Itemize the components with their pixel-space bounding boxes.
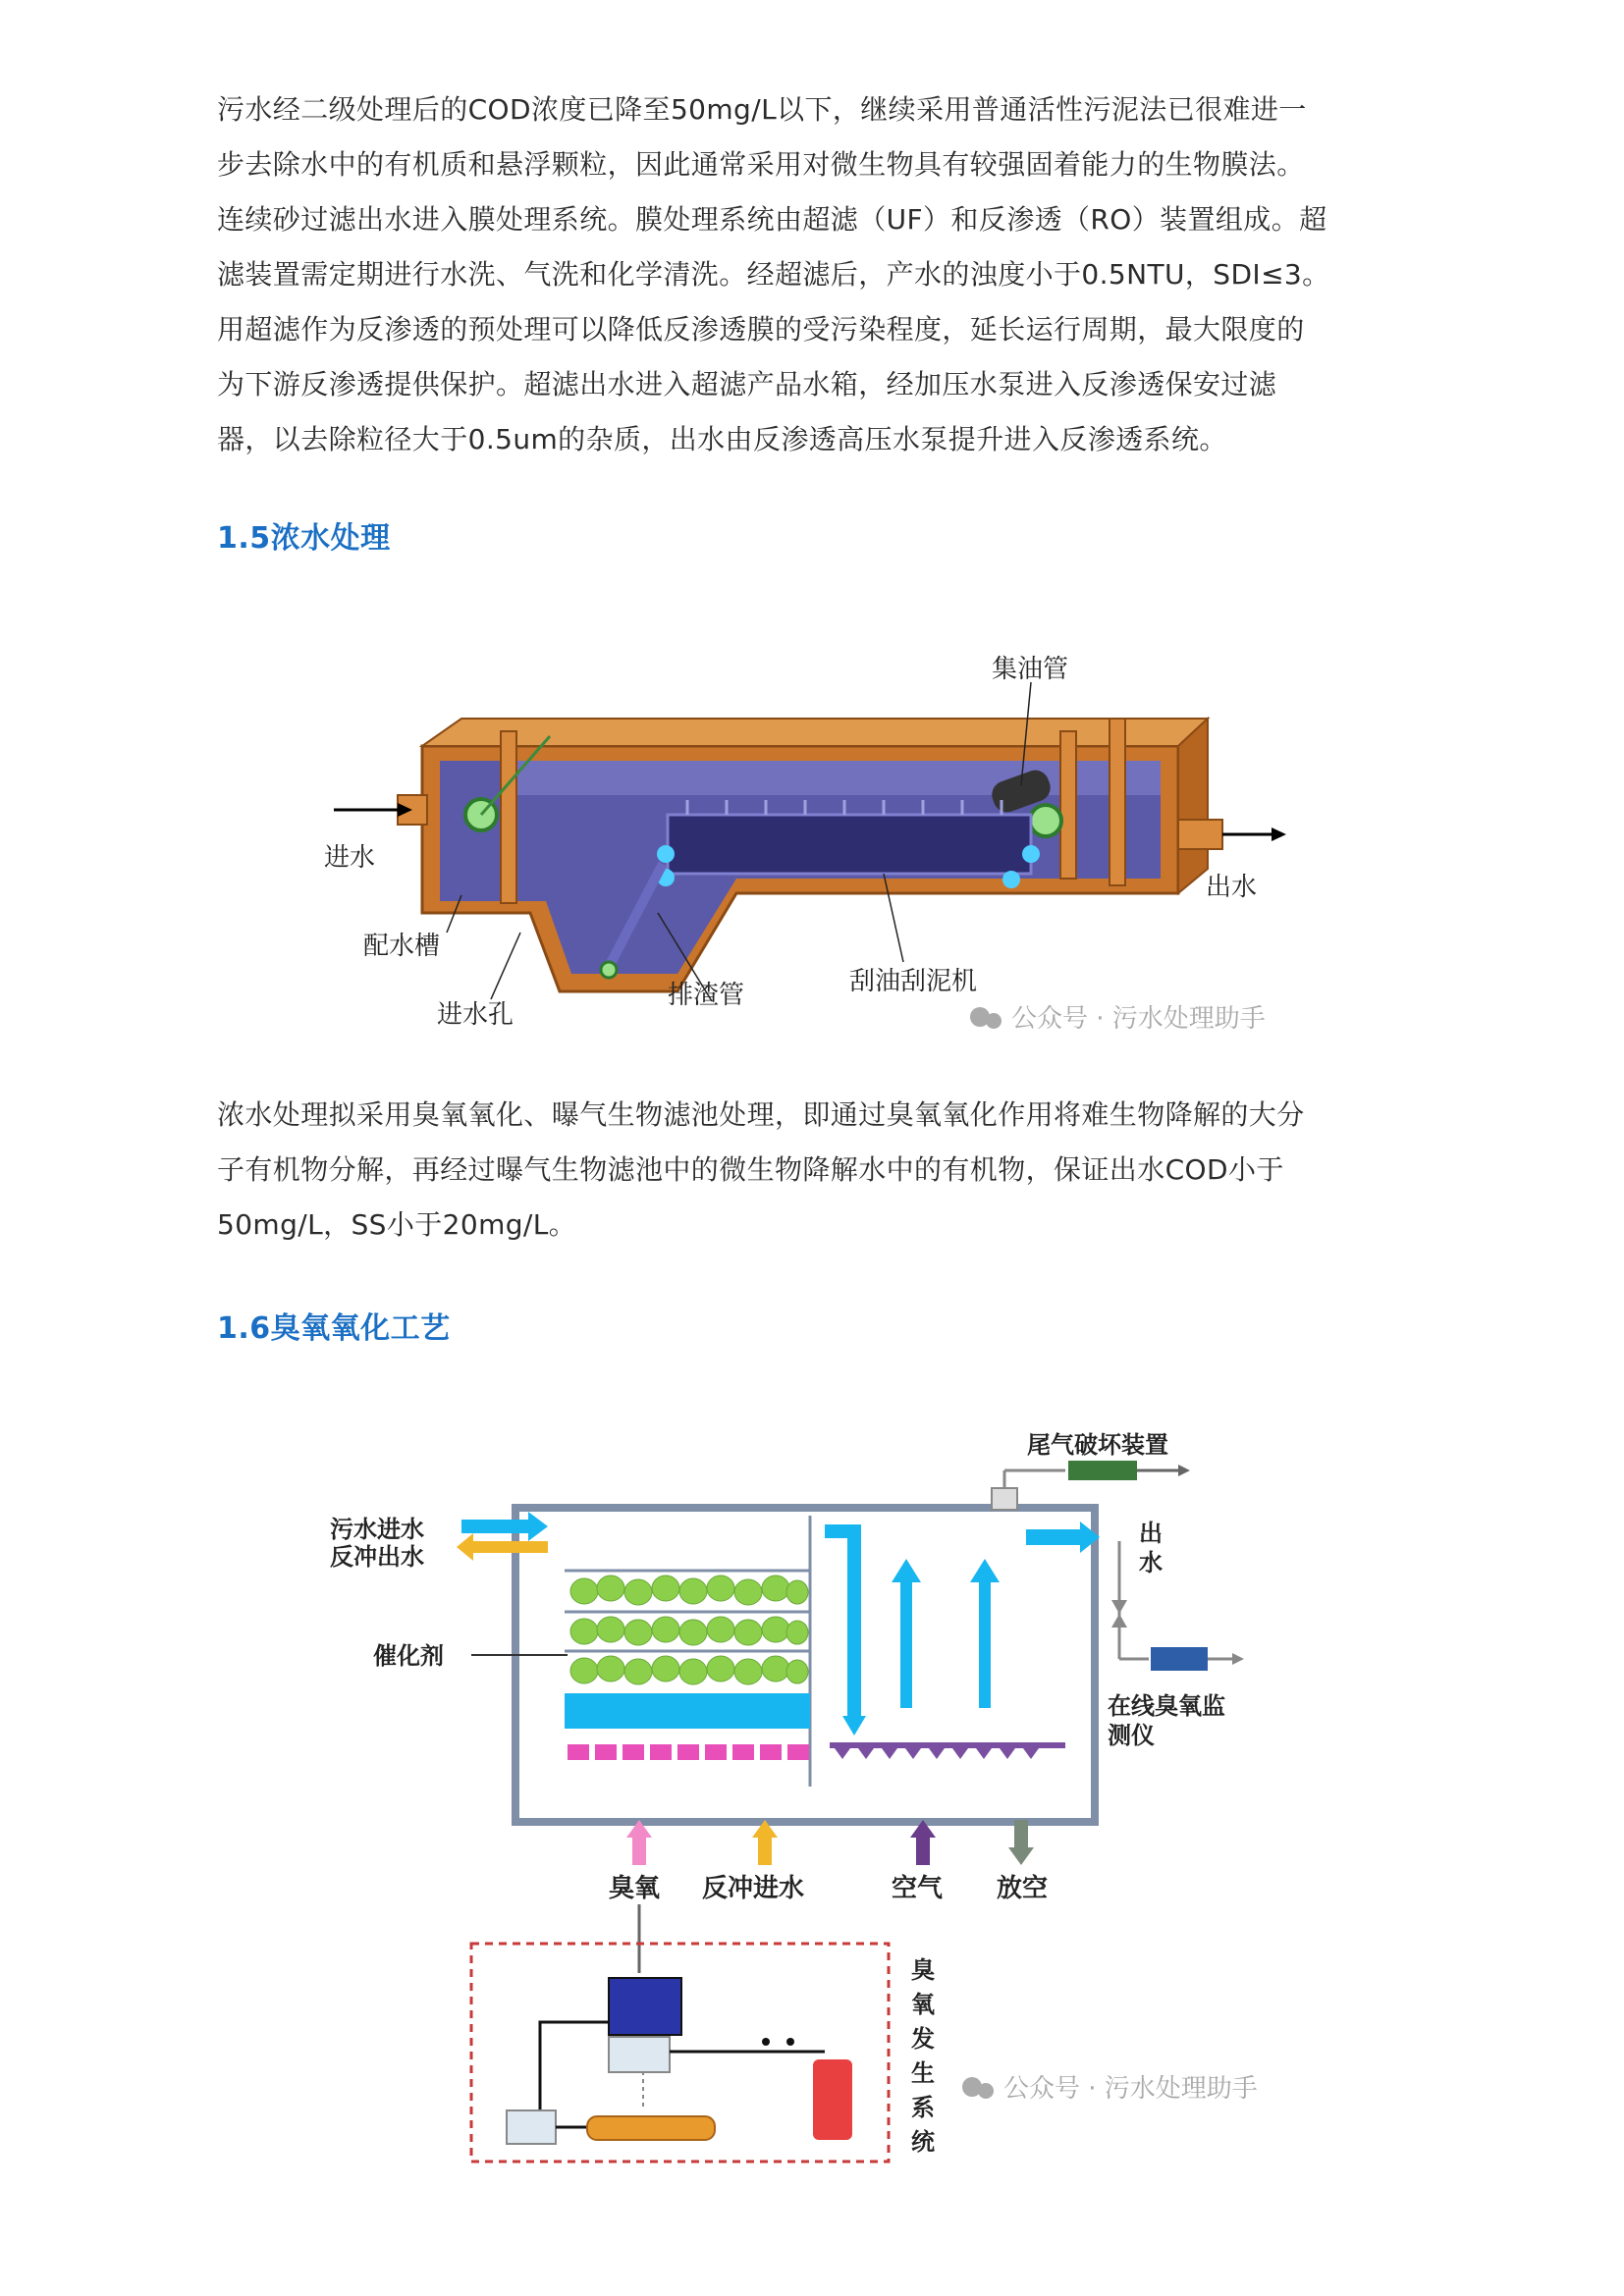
ozone-generator (609, 1978, 681, 2035)
label-monitor-1: 在线臭氧监 (1108, 1691, 1225, 1720)
label-scraper: 刮油刮泥机 (849, 967, 978, 996)
paragraph-line: 浓水处理拟采用臭氧氧化、曝气生物滤池处理，即通过臭氧氧化作用将难生物降解的大分 (217, 1098, 1305, 1131)
air-compressor (587, 2116, 715, 2140)
paragraph-line: 污水经二级处理后的COD浓度已降至50mg/L以下，继续采用普通活性污泥法已很难进一 (217, 93, 1307, 126)
label-backwash-in: 反冲进水 (702, 1874, 805, 1903)
label-ozone: 臭氧 (609, 1874, 661, 1903)
label-generator-system (911, 1955, 936, 2156)
tank-diagram (314, 638, 1316, 1050)
watermark (962, 2074, 1258, 2104)
paragraph-line: 50mg/L，SS小于20mg/L。 (217, 1208, 577, 1241)
label-monitor-2: 测仪 (1108, 1721, 1155, 1749)
ozone-monitor (1151, 1647, 1208, 1671)
paragraph-membrane-treatment (217, 82, 1435, 467)
svg-text:统: 统 (911, 2127, 935, 2156)
label-distribution-trough: 配水槽 (363, 932, 441, 961)
figure-oil-separation-tank (314, 638, 1316, 1050)
ozone-diffusers (568, 1744, 809, 1760)
watermark (970, 1004, 1266, 1034)
paragraph-line: 子有机物分解，再经过曝气生物滤池中的微生物降解水中的有机物，保证出水COD小于 (217, 1153, 1284, 1186)
paragraph-line: 滤装置需定期进行水洗、气洗和化学清洗。经超滤后，产水的浊度小于0.5NTU，SDI≤3。 (217, 258, 1330, 291)
label-backwash-out: 反冲出水 (330, 1542, 424, 1571)
tail-gas-device (1068, 1461, 1137, 1480)
tank-side (1178, 719, 1208, 893)
paragraph-line: 器，以去除粒径大于0.5um的杂质，出水由反渗透高压水泵提升进入反渗透系统。 (217, 423, 1227, 455)
scraper-frame (668, 815, 1031, 874)
label-inlet: 进水 (324, 843, 376, 873)
ozone-diagram (314, 1423, 1316, 2156)
svg-text:系: 系 (911, 2093, 935, 2121)
paragraph-concentrate-treatment (217, 1088, 1435, 1253)
section-heading-concentrate-treatment: 1.5浓水处理 (217, 521, 391, 556)
svg-text:生: 生 (911, 2058, 935, 2087)
outlet-pipe (1178, 820, 1222, 849)
paragraph-line: 为下游反渗透提供保护。超滤出水进入超滤产品水箱，经加压水泵进入反渗透保安过滤 (217, 368, 1277, 400)
label-outlet: 出水 (1206, 873, 1258, 902)
label-outlet-1: 出 (1139, 1519, 1163, 1547)
label-air: 空气 (892, 1874, 944, 1903)
section-heading-ozone-oxidation: 1.6臭氧氧化工艺 (217, 1311, 451, 1346)
label-vent: 放空 (997, 1874, 1049, 1903)
paragraph-line: 用超滤作为反渗透的预处理可以降低反渗透膜的受污染程度，延长运行周期，最大限度的 (217, 313, 1305, 346)
label-sewage-in: 污水进水 (330, 1515, 424, 1543)
paragraph-line: 步去除水中的有机质和悬浮颗粒，因此通常采用对微生物具有较强固着能力的生物膜法。 (217, 148, 1305, 181)
label-tail-gas: 尾气破坏装置 (1027, 1430, 1168, 1459)
svg-text:公众号 · 污水处理助手: 公众号 · 污水处理助手 (1003, 2074, 1258, 2104)
oxygen-tank (813, 2059, 852, 2140)
label-inlet-hole: 进水孔 (437, 1000, 514, 1030)
figure-ozone-oxidation (314, 1423, 1316, 2156)
svg-text:臭: 臭 (911, 1955, 935, 1984)
inner-wall-left (501, 731, 516, 903)
label-catalyst: 催化剂 (373, 1641, 444, 1670)
label-oil-pipe: 集油管 (992, 655, 1069, 684)
svg-text:发: 发 (911, 2024, 935, 2053)
label-sludge-pipe: 排渣管 (668, 981, 745, 1010)
air-diffusers (835, 1748, 1039, 1759)
paragraph-line: 连续砂过滤出水进入膜处理系统。膜处理系统由超滤（UF）和反渗透（RO）装置组成。超 (217, 203, 1327, 236)
tank-rim (422, 719, 1208, 746)
svg-text:公众号 · 污水处理助手: 公众号 · 污水处理助手 (1011, 1004, 1266, 1034)
catalyst-particles (570, 1575, 808, 1684)
label-outlet-2: 水 (1139, 1548, 1163, 1576)
inner-wall-outlet (1110, 719, 1125, 885)
svg-text:氧: 氧 (911, 1990, 935, 2018)
inner-wall-right (1060, 731, 1076, 879)
support-layer (565, 1693, 810, 1729)
